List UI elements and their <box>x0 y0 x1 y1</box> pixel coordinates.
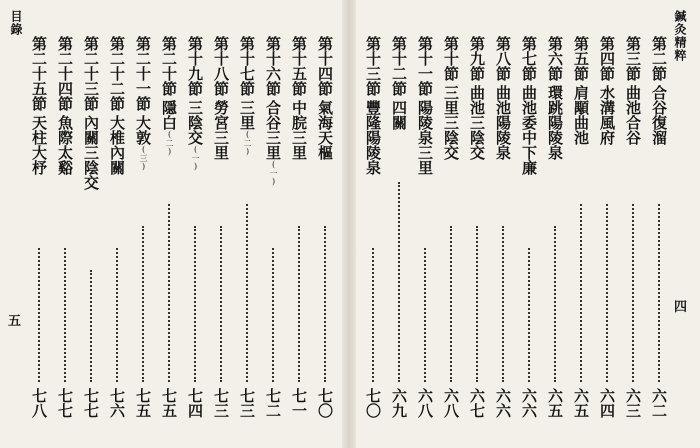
toc-dot-leader <box>142 226 144 382</box>
toc-entry <box>648 36 670 436</box>
toc-section-note: (二) <box>243 130 252 156</box>
toc-section-title: 氣海天樞 <box>316 100 334 160</box>
toc-section-number: 第十五節 <box>290 36 308 96</box>
toc-section-number: 第十二節 <box>390 36 408 96</box>
toc-section-title: 大敦 <box>134 115 152 145</box>
toc-page-number: 七八 <box>30 388 48 418</box>
toc-section-number: 第二十節 <box>160 36 178 96</box>
toc-page-number: 七四 <box>186 388 204 418</box>
toc-section-title: 環跳陽陵泉 <box>546 85 564 160</box>
toc-section-number: 第十四節 <box>316 36 334 96</box>
toc-entry <box>54 36 76 436</box>
toc-section-number: 第五節 <box>572 36 590 81</box>
toc-section-title: 曲池委中下廉 <box>520 85 538 175</box>
toc-entry-heading <box>132 36 154 171</box>
toc-page-number: 六五 <box>572 388 590 418</box>
toc-entry-heading <box>210 36 232 160</box>
toc-section-title: 魚際太谿 <box>56 115 74 175</box>
toc-page-number: 七六 <box>108 388 126 418</box>
toc-section-note: (二) <box>165 130 174 156</box>
toc-page-number: 六八 <box>442 388 460 418</box>
toc-section-title: 肩顒曲池 <box>572 85 590 145</box>
toc-section-number: 第十八節 <box>212 36 230 96</box>
toc-section-title: 隱白 <box>160 100 178 130</box>
toc-dot-leader <box>90 270 92 382</box>
toc-entry <box>106 36 128 436</box>
toc-section-number: 第十一節 <box>416 36 434 96</box>
toc-section-title: 合谷三里 <box>264 100 282 160</box>
folio-right: 四 <box>674 300 688 315</box>
toc-section-title: 勞宮三里 <box>212 100 230 160</box>
toc-entry-heading <box>622 36 644 145</box>
toc-entry-heading <box>570 36 592 145</box>
toc-page-number: 七三 <box>212 388 230 418</box>
toc-section-number: 第十三節 <box>364 36 382 96</box>
toc-entry <box>570 36 592 436</box>
toc-entry-heading <box>106 36 128 175</box>
toc-entry-heading <box>596 36 618 145</box>
toc-section-note: (一) <box>191 145 200 171</box>
toc-entry <box>440 36 462 436</box>
toc-entry-heading <box>518 36 540 175</box>
toc-entry-heading <box>362 36 384 175</box>
toc-page-number: 七七 <box>56 388 74 418</box>
toc-section-number: 第三節 <box>624 36 642 81</box>
toc-dot-leader <box>554 226 556 382</box>
toc-page-number: 七二 <box>264 388 282 418</box>
toc-page-number: 六三 <box>624 388 642 418</box>
toc-page-number: 六二 <box>650 388 668 418</box>
toc-entry <box>362 36 384 436</box>
toc-dot-leader <box>580 204 582 382</box>
toc-entry <box>388 36 410 436</box>
toc-page-number: 七〇 <box>316 388 334 418</box>
toc-dot-leader <box>476 226 478 382</box>
toc-section-number: 第二十三節 <box>82 36 100 111</box>
toc-entry <box>132 36 154 436</box>
toc-page-number: 七五 <box>134 388 152 418</box>
toc-section-number: 第九節 <box>468 36 486 81</box>
folio-left: 五 <box>8 314 22 329</box>
toc-dot-leader <box>116 248 118 382</box>
toc-section-number: 第十六節 <box>264 36 282 96</box>
toc-entry-heading <box>492 36 514 160</box>
toc-dot-leader <box>606 204 608 382</box>
toc-section-title: 水溝風府 <box>598 85 616 145</box>
toc-section-number: 第六節 <box>546 36 564 81</box>
toc-dot-leader <box>502 226 504 382</box>
toc-section-note: (一) <box>269 160 278 186</box>
toc-entry <box>210 36 232 436</box>
toc-entry <box>596 36 618 436</box>
toc-page-number: 六六 <box>494 388 512 418</box>
toc-entry <box>184 36 206 436</box>
toc-entry-heading <box>440 36 462 160</box>
toc-entry-heading <box>158 36 180 156</box>
toc-section-number: 第二節 <box>650 36 668 81</box>
toc-dot-leader <box>398 182 400 382</box>
toc-entry <box>518 36 540 436</box>
toc-section-number: 第二十四節 <box>56 36 74 111</box>
toc-page-number: 七一 <box>290 388 308 418</box>
toc-entry <box>288 36 310 436</box>
toc-page-number: 六七 <box>468 388 486 418</box>
toc-dot-leader <box>298 226 300 382</box>
toc-entry-heading <box>184 36 206 171</box>
toc-dot-leader <box>324 226 326 382</box>
toc-dot-leader <box>658 204 660 382</box>
toc-entry-heading <box>314 36 336 160</box>
toc-entry <box>622 36 644 436</box>
toc-entry <box>80 36 102 436</box>
toc-section-title: 天柱大杼 <box>30 115 48 175</box>
toc-dot-leader <box>246 204 248 382</box>
toc-entry-heading <box>28 36 50 175</box>
toc-entry-heading <box>54 36 76 175</box>
toc-section-title: 中脘三里 <box>290 100 308 160</box>
toc-entry <box>236 36 258 436</box>
toc-dot-leader <box>528 248 530 382</box>
toc-page-number: 六五 <box>546 388 564 418</box>
toc-section-title: 合谷復溜 <box>650 85 668 145</box>
toc-page-number: 六四 <box>598 388 616 418</box>
toc-entry-heading <box>80 36 102 190</box>
toc-entry-heading <box>288 36 310 160</box>
toc-page-number: 七五 <box>160 388 178 418</box>
toc-dot-leader <box>450 226 452 382</box>
toc-dot-leader <box>64 248 66 382</box>
toc-section-number: 第十七節 <box>238 36 256 96</box>
toc-entry <box>492 36 514 436</box>
toc-section-note: (三) <box>139 145 148 171</box>
toc-section-title: 四關 <box>390 100 408 130</box>
toc-section-number: 第二十五節 <box>30 36 48 111</box>
toc-section-title: 三里 <box>238 100 256 130</box>
toc-page-number: 六九 <box>390 388 408 418</box>
toc-entry <box>262 36 284 436</box>
toc-entry-heading <box>544 36 566 160</box>
toc-section-number: 第十節 <box>442 36 460 81</box>
toc-section-number: 第十九節 <box>186 36 204 96</box>
toc-section-title: 豐隆陽陵泉 <box>364 100 382 175</box>
toc-section-title: 曲池合谷 <box>624 85 642 145</box>
toc-section-number: 第四節 <box>598 36 616 81</box>
toc-dot-leader <box>220 226 222 382</box>
toc-entry <box>414 36 436 436</box>
toc-page-number: 六八 <box>416 388 434 418</box>
toc-section-title: 大椎內關 <box>108 115 126 175</box>
toc-section-title: 陽陵泉三里 <box>416 100 434 175</box>
toc-page-number: 六六 <box>520 388 538 418</box>
toc-section-title: 三里三陰交 <box>442 85 460 160</box>
toc-entry <box>28 36 50 436</box>
toc-entry <box>158 36 180 436</box>
running-head-right: 鍼灸精粹 <box>673 10 687 62</box>
toc-section-title: 三陰交 <box>186 100 204 145</box>
toc-dot-leader <box>632 204 634 382</box>
toc-dot-leader <box>194 226 196 382</box>
running-head-left: 目錄 <box>9 10 23 36</box>
toc-section-title: 曲池陽陵泉 <box>494 85 512 160</box>
toc-dot-leader <box>272 248 274 382</box>
toc-entry <box>314 36 336 436</box>
toc-page-number: 七三 <box>238 388 256 418</box>
toc-page-number: 七七 <box>82 388 100 418</box>
toc-entry <box>544 36 566 436</box>
toc-entry <box>466 36 488 436</box>
toc-dot-leader <box>424 248 426 382</box>
toc-dot-leader <box>38 248 40 382</box>
toc-section-title: 內關三陰交 <box>82 115 100 190</box>
toc-entry-heading <box>262 36 284 186</box>
toc-section-number: 第二十二節 <box>108 36 126 111</box>
toc-entry-heading <box>388 36 410 130</box>
toc-entry-heading <box>466 36 488 160</box>
book-gutter <box>342 0 356 448</box>
toc-section-title: 曲池三陰交 <box>468 85 486 160</box>
toc-dot-leader <box>168 204 170 382</box>
toc-section-number: 第七節 <box>520 36 538 81</box>
toc-dot-leader <box>372 248 374 382</box>
toc-section-number: 第八節 <box>494 36 512 81</box>
toc-page-number: 七〇 <box>364 388 382 418</box>
toc-section-number: 第二十一節 <box>134 36 152 111</box>
toc-entry-heading <box>414 36 436 175</box>
toc-entry-heading <box>648 36 670 145</box>
toc-entry-heading <box>236 36 258 156</box>
